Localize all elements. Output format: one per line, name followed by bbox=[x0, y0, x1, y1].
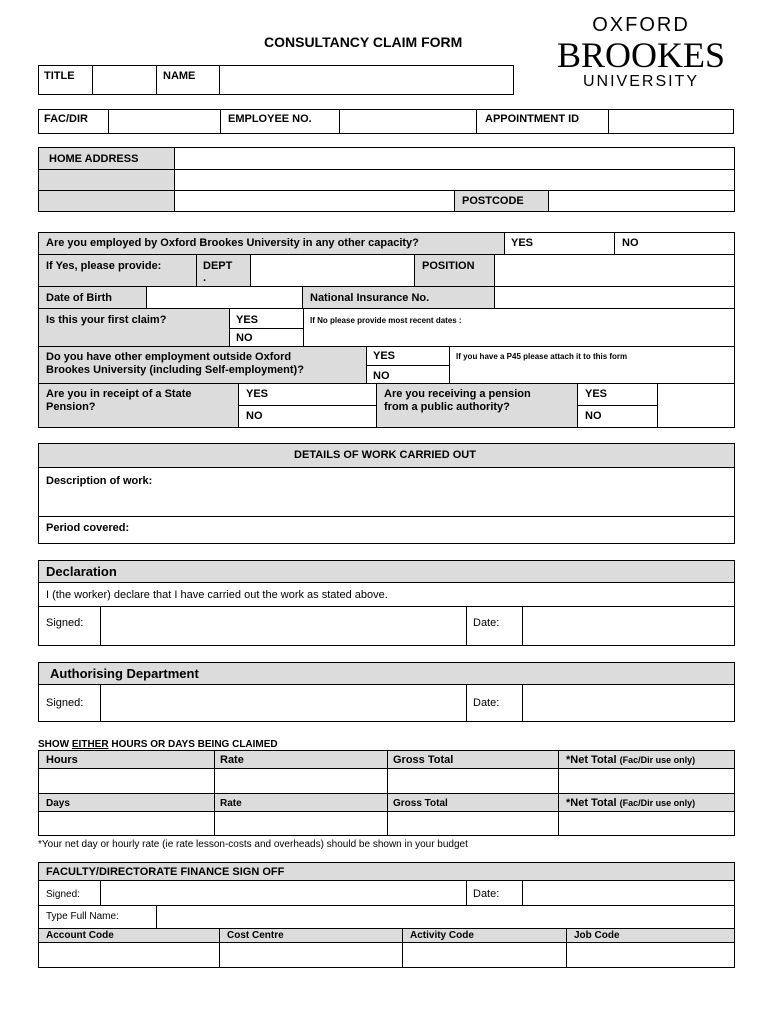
name-field[interactable] bbox=[220, 66, 513, 94]
finance-header: FACULTY/DIRECTORATE FINANCE SIGN OFF bbox=[46, 866, 285, 878]
other-employment-yes[interactable]: YES bbox=[373, 350, 396, 362]
state-pension-question-1: Are you in receipt of a State bbox=[46, 388, 192, 400]
title-field[interactable] bbox=[93, 66, 156, 94]
ni-field[interactable] bbox=[495, 287, 734, 308]
hours-field[interactable] bbox=[39, 769, 214, 793]
authorising-signature-field[interactable] bbox=[101, 686, 466, 721]
job-code-field[interactable] bbox=[567, 943, 734, 967]
work-description-label: Description of work: bbox=[46, 475, 153, 487]
hours-rate-field[interactable] bbox=[215, 769, 387, 793]
if-yes-label: If Yes, please provide: bbox=[46, 260, 162, 272]
address-line-3[interactable] bbox=[175, 191, 453, 211]
logo-line-brookes: BROOKES bbox=[556, 35, 726, 75]
form-title: CONSULTANCY CLAIM FORM bbox=[264, 34, 463, 50]
hours-days-instruction: SHOW EITHER HOURS OR DAYS BEING CLAIMED bbox=[38, 739, 278, 750]
logo-line-university: UNIVERSITY bbox=[582, 73, 699, 90]
state-pension-no[interactable]: NO bbox=[246, 410, 263, 422]
net-rate-footnote: *Your net day or hourly rate (ie rate lesson-costs and overheads) should be shown in your budget bbox=[38, 839, 468, 850]
home-address-label: HOME ADDRESS bbox=[49, 153, 139, 165]
public-pension-no[interactable]: NO bbox=[585, 410, 602, 422]
days-gross-header: Gross Total bbox=[393, 798, 448, 809]
hours-net-header: *Net Total (Fac/Dir use only) bbox=[566, 754, 696, 766]
days-header: Days bbox=[46, 798, 70, 809]
days-net-header: *Net Total (Fac/Dir use only) bbox=[566, 797, 696, 809]
declaration-date-field[interactable] bbox=[523, 607, 734, 645]
appointment-id-field[interactable] bbox=[609, 110, 733, 133]
declaration-header: Declaration bbox=[46, 564, 117, 579]
postcode-field[interactable] bbox=[550, 191, 734, 211]
dob-label: Date of Birth bbox=[46, 292, 112, 304]
hours-gross-field[interactable] bbox=[388, 769, 558, 793]
finance-signed-label: Signed: bbox=[46, 889, 80, 900]
days-gross-field[interactable] bbox=[388, 812, 558, 835]
dept-field[interactable] bbox=[251, 255, 414, 286]
finance-date-field[interactable] bbox=[523, 882, 734, 904]
days-rate-header: Rate bbox=[220, 798, 242, 809]
days-field[interactable] bbox=[39, 812, 214, 835]
hours-net-field[interactable] bbox=[559, 769, 734, 793]
ni-label: National Insurance No. bbox=[310, 292, 430, 304]
first-claim-yes[interactable]: YES bbox=[236, 314, 259, 326]
days-rate-field[interactable] bbox=[215, 812, 387, 835]
declaration-date-label: Date: bbox=[473, 617, 500, 629]
cost-centre-header: Cost Centre bbox=[227, 930, 284, 941]
declaration-signed-label: Signed: bbox=[46, 617, 84, 629]
work-description-field[interactable] bbox=[39, 490, 734, 516]
finance-signature-field[interactable] bbox=[101, 882, 466, 904]
dept-label: DEPT bbox=[203, 260, 233, 272]
state-pension-yes[interactable]: YES bbox=[246, 388, 269, 400]
authorising-signed-label: Signed: bbox=[46, 697, 84, 709]
position-label: POSITION bbox=[422, 260, 475, 272]
employee-no-field[interactable] bbox=[340, 110, 476, 133]
work-details-header: DETAILS OF WORK CARRIED OUT bbox=[294, 449, 476, 461]
other-capacity-question: Are you employed by Oxford Brookes University in any other capacity? bbox=[46, 237, 419, 249]
days-net-field[interactable] bbox=[559, 812, 734, 835]
declaration-signature-field[interactable] bbox=[101, 607, 466, 645]
period-covered-label: Period covered: bbox=[46, 522, 130, 534]
state-pension-question-2: Pension? bbox=[46, 401, 96, 413]
job-code-header: Job Code bbox=[574, 930, 620, 941]
appointment-id-label: APPOINTMENT ID bbox=[485, 113, 580, 125]
postcode-label: POSTCODE bbox=[462, 195, 524, 207]
public-pension-question-2: from a public authority? bbox=[384, 401, 510, 413]
authorising-date-field[interactable] bbox=[523, 686, 734, 721]
account-code-header: Account Code bbox=[46, 930, 114, 941]
title-label: TITLE bbox=[44, 70, 75, 82]
dob-field[interactable] bbox=[147, 287, 302, 308]
facdir-field[interactable] bbox=[109, 110, 220, 133]
hours-gross-header: Gross Total bbox=[393, 754, 454, 766]
logo-line-oxford: OXFORD bbox=[592, 14, 690, 36]
dept-dot: . bbox=[203, 272, 207, 284]
first-claim-no[interactable]: NO bbox=[236, 332, 253, 344]
first-claim-question: Is this your first claim? bbox=[46, 314, 167, 326]
account-code-field[interactable] bbox=[39, 943, 219, 967]
authorising-date-label: Date: bbox=[473, 697, 500, 709]
public-pension-question-1: Are you receiving a pension bbox=[384, 388, 531, 400]
public-pension-yes[interactable]: YES bbox=[585, 388, 608, 400]
facdir-label: FAC/DIR bbox=[44, 113, 88, 125]
p45-note: If you have a P45 please attach it to this form bbox=[456, 352, 628, 361]
declaration-text: I (the worker) declare that I have carried out the work as stated above. bbox=[46, 589, 388, 601]
other-capacity-no[interactable]: NO bbox=[622, 237, 639, 249]
address-line-2[interactable] bbox=[175, 170, 734, 190]
finance-date-label: Date: bbox=[473, 888, 500, 900]
university-logo bbox=[556, 14, 726, 91]
authorising-header: Authorising Department bbox=[50, 666, 199, 681]
full-name-field[interactable] bbox=[157, 906, 734, 928]
type-full-name-label: Type Full Name: bbox=[46, 911, 119, 922]
position-field[interactable] bbox=[495, 255, 734, 286]
other-employment-question-1: Do you have other employment outside Oxford bbox=[46, 351, 292, 363]
name-label: NAME bbox=[163, 70, 196, 82]
activity-code-field[interactable] bbox=[403, 943, 566, 967]
other-employment-question-2: Brookes University (including Self-employment)? bbox=[46, 364, 304, 376]
other-employment-no[interactable]: NO bbox=[373, 370, 390, 382]
employee-no-label: EMPLOYEE NO. bbox=[228, 113, 312, 125]
activity-code-header: Activity Code bbox=[410, 930, 474, 941]
hours-header: Hours bbox=[46, 754, 78, 766]
first-claim-note: If No please provide most recent dates : bbox=[310, 316, 462, 325]
hours-rate-header: Rate bbox=[220, 754, 244, 766]
other-capacity-yes[interactable]: YES bbox=[511, 237, 534, 249]
address-line-1[interactable] bbox=[175, 148, 734, 169]
cost-centre-field[interactable] bbox=[220, 943, 402, 967]
